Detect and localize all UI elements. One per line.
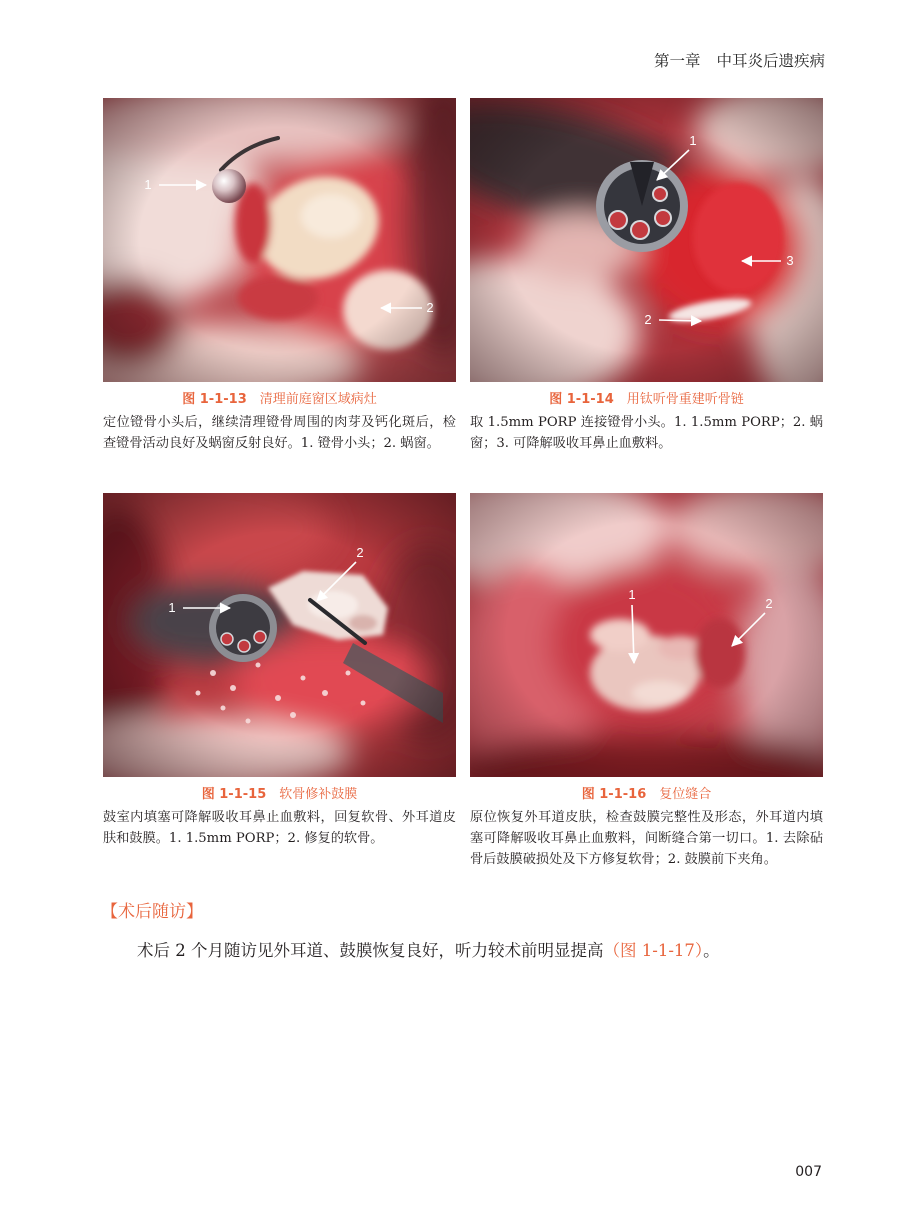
surgical-photo bbox=[470, 98, 823, 382]
figure-number: 图 1-1-15 bbox=[201, 787, 267, 802]
paragraph-text: 术后 2 个月随访见外耳道、鼓膜恢复良好，听力较术前明显提高 bbox=[137, 941, 604, 960]
body-paragraph bbox=[103, 938, 823, 964]
figure-title: 复位缝合 bbox=[659, 787, 712, 802]
figure-1-1-13 bbox=[103, 98, 456, 454]
figure-title: 软骨修补鼓膜 bbox=[279, 787, 358, 802]
figure-1-1-14 bbox=[470, 98, 823, 454]
figure-description: 定位镫骨小头后，继续清理镫骨周围的肉芽及钙化斑后，检查镫骨活动良好及蜗窗反射良好。1. 镫骨小头；2. 蜗窗。 bbox=[103, 415, 456, 451]
photo-content bbox=[103, 493, 456, 777]
figure-title: 用钛听骨重建听骨链 bbox=[626, 392, 744, 407]
figure-reference: （图 1-1-17） bbox=[603, 941, 704, 960]
photo-content bbox=[470, 98, 823, 382]
surgical-photo bbox=[103, 98, 456, 382]
figure-number: 图 1-1-16 bbox=[581, 787, 647, 802]
figure-caption bbox=[470, 391, 823, 409]
page-number: 007 bbox=[795, 1164, 822, 1180]
figure-number: 图 1-1-14 bbox=[549, 392, 614, 407]
arrow-label: 2 bbox=[356, 545, 364, 560]
arrow-label: 2 bbox=[426, 300, 434, 315]
figure-caption bbox=[103, 786, 456, 804]
figure-description: 原位恢复外耳道皮肤，检查鼓膜完整性及形态，外耳道内填塞可降解吸收耳鼻止血敷料，间断缝合第一切口。1. 去除砧骨后鼓膜破损处及下方修复软骨；2. 鼓膜前下夹角。 bbox=[470, 810, 823, 867]
figure-title: 清理前庭窗区域病灶 bbox=[259, 392, 377, 407]
chapter-number: 第一章 bbox=[653, 52, 701, 70]
arrow-label: 2 bbox=[644, 312, 652, 327]
arrow-label: 2 bbox=[765, 596, 773, 611]
figure-1-1-16 bbox=[470, 493, 823, 870]
arrow-label: 1 bbox=[144, 177, 152, 192]
chapter-title: 中耳炎后遗疾病 bbox=[716, 52, 825, 70]
photo-content bbox=[103, 98, 456, 382]
running-head bbox=[654, 50, 825, 72]
surgical-photo bbox=[470, 493, 823, 777]
arrow-label: 3 bbox=[786, 253, 794, 268]
figure-caption bbox=[470, 786, 823, 804]
section-heading: 【术后随访】 bbox=[101, 902, 203, 922]
arrow-label: 1 bbox=[689, 133, 697, 148]
figure-description: 取 1.5mm PORP 连接镫骨小头。1. 1.5mm PORP；2. 蜗窗；3. 可降解吸收耳鼻止血敷料。 bbox=[470, 415, 823, 451]
photo-content bbox=[470, 493, 823, 777]
figure-caption bbox=[103, 391, 456, 409]
figure-1-1-15 bbox=[103, 493, 456, 849]
paragraph-end: 。 bbox=[703, 941, 720, 960]
figure-number: 图 1-1-13 bbox=[182, 392, 247, 407]
arrow-label: 1 bbox=[628, 587, 636, 602]
figure-description: 鼓室内填塞可降解吸收耳鼻止血敷料，回复软骨、外耳道皮肤和鼓膜。1. 1.5mm PORP；2. 修复的软骨。 bbox=[103, 810, 456, 846]
surgical-photo bbox=[103, 493, 456, 777]
arrow-label: 1 bbox=[168, 600, 176, 615]
